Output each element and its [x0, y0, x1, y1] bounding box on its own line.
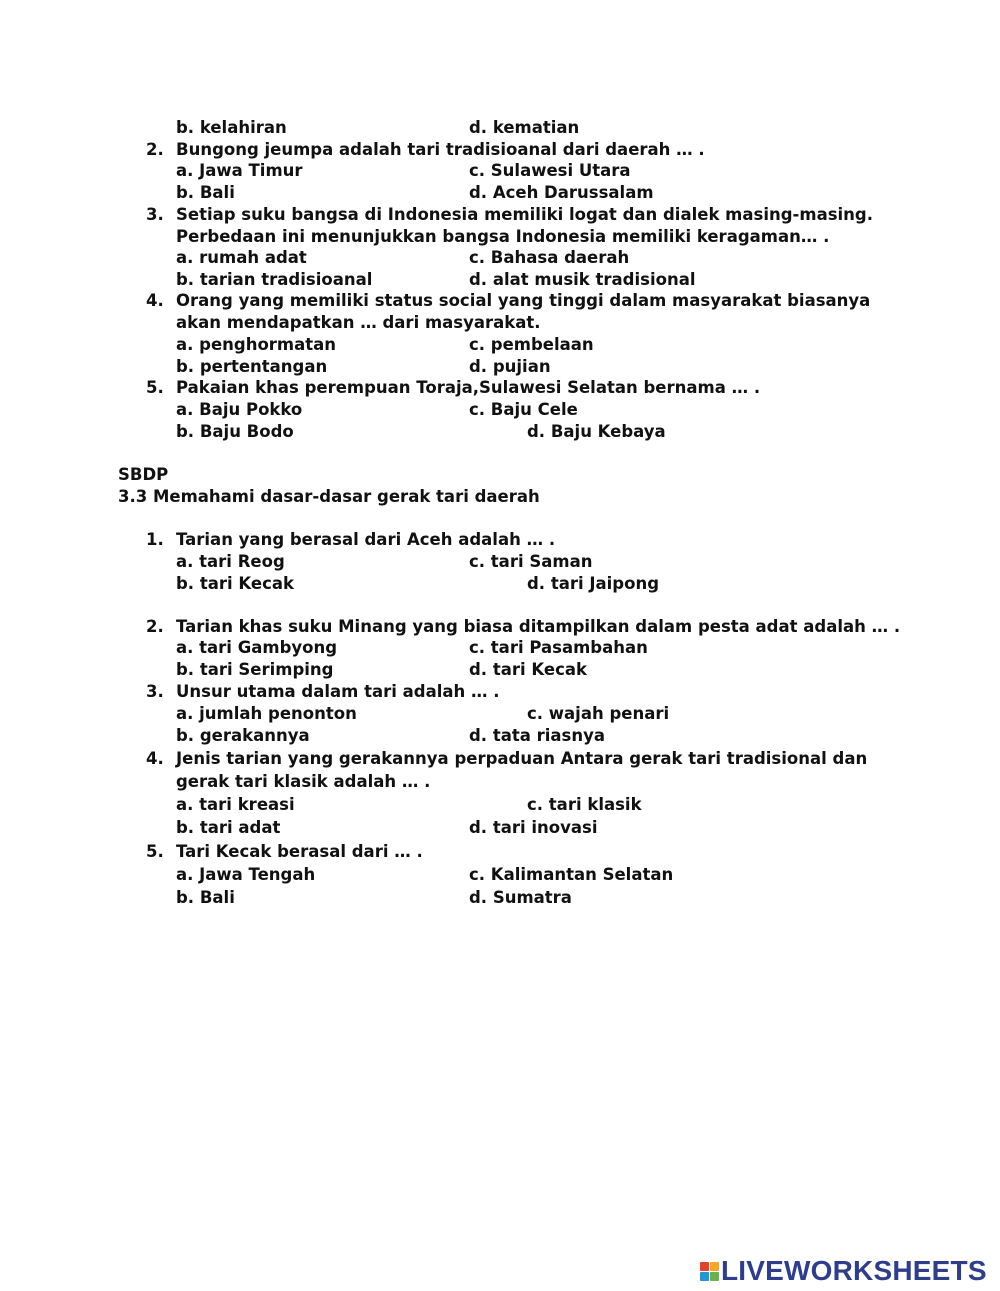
s2-q5-option-b: b. Bali — [176, 888, 235, 907]
s1-q3-text-line1: Setiap suku bangsa di Indonesia memiliki logat dan dialek masing-masing. — [176, 205, 874, 224]
s1-q3-text-line2: Perbedaan ini menunjukkan bangsa Indonesia memiliki keragaman… . — [176, 227, 830, 246]
s2-q2-number: 2. — [146, 617, 164, 636]
s2-q2-option-a: a. tari Gambyong — [176, 638, 338, 657]
s1-q3-option-d: d. alat musik tradisional — [469, 270, 696, 289]
logo-block-4 — [710, 1272, 719, 1281]
s2-q2-option-b: b. tari Serimping — [176, 660, 334, 679]
s1-q3-number: 3. — [146, 205, 164, 224]
s2-q4-text-line1: Jenis tarian yang gerakannya perpaduan Antara gerak tari tradisional dan — [176, 749, 868, 768]
section-subheading: 3.3 Memahami dasar-dasar gerak tari daerah — [118, 487, 540, 506]
s2-q5-text: Tari Kecak berasal dari … . — [176, 842, 423, 861]
s2-q4-option-b: b. tari adat — [176, 818, 281, 837]
s2-q3-option-b: b. gerakannya — [176, 726, 310, 745]
s1-q5-number: 5. — [146, 378, 164, 397]
s2-q1-option-a: a. tari Reog — [176, 552, 285, 571]
s2-q3-option-d: d. tata riasnya — [469, 726, 605, 745]
s1-q5-option-a: a. Baju Pokko — [176, 400, 303, 419]
s1-q3-option-a: a. rumah adat — [176, 248, 307, 267]
s1-q3-option-b: b. tarian tradisioanal — [176, 270, 373, 289]
s1-q1-option-d: d. kematian — [469, 118, 580, 137]
s2-q4-option-c: c. tari klasik — [527, 795, 642, 814]
logo-block-3 — [700, 1272, 709, 1281]
s1-q4-text-line2: akan mendapatkan … dari masyarakat. — [176, 313, 541, 332]
s1-q2-number: 2. — [146, 140, 164, 159]
s2-q3-number: 3. — [146, 682, 164, 701]
logo-blocks-icon — [700, 1262, 719, 1281]
s1-q4-option-c: c. pembelaan — [469, 335, 594, 354]
s2-q5-option-d: d. Sumatra — [469, 888, 572, 907]
s2-q1-option-d: d. tari Jaipong — [527, 574, 660, 593]
s2-q1-number: 1. — [146, 530, 164, 549]
s2-q3-option-a: a. jumlah penonton — [176, 704, 357, 723]
s1-q3-option-c: c. Bahasa daerah — [469, 248, 630, 267]
s1-q4-option-d: d. pujian — [469, 357, 551, 376]
s2-q2-text: Tarian khas suku Minang yang biasa ditampilkan dalam pesta adat adalah … . — [176, 617, 901, 636]
s2-q3-text: Unsur utama dalam tari adalah … . — [176, 682, 500, 701]
s1-q5-text: Pakaian khas perempuan Toraja,Sulawesi Selatan bernama … . — [176, 378, 761, 397]
s2-q4-option-d: d. tari inovasi — [469, 818, 598, 837]
s1-q2-option-d: d. Aceh Darussalam — [469, 183, 654, 202]
s1-q4-option-b: b. pertentangan — [176, 357, 328, 376]
s2-q3-option-c: c. wajah penari — [527, 704, 670, 723]
s1-q4-text-line1: Orang yang memiliki status social yang tinggi dalam masyarakat biasanya — [176, 291, 871, 310]
s2-q5-option-c: c. Kalimantan Selatan — [469, 865, 674, 884]
s1-q5-option-d: d. Baju Kebaya — [527, 422, 666, 441]
s1-q4-option-a: a. penghormatan — [176, 335, 337, 354]
s1-q5-option-b: b. Baju Bodo — [176, 422, 294, 441]
s2-q5-option-a: a. Jawa Tengah — [176, 865, 316, 884]
logo-text: LIVEWORKSHEETS — [721, 1255, 987, 1286]
s1-q2-text: Bungong jeumpa adalah tari tradisioanal dari daerah … . — [176, 140, 705, 159]
s2-q4-option-a: a. tari kreasi — [176, 795, 295, 814]
s2-q2-option-c: c. tari Pasambahan — [469, 638, 648, 657]
logo-block-2 — [710, 1262, 719, 1271]
section-heading: SBDP — [118, 465, 169, 484]
s1-q1-option-b: b. kelahiran — [176, 118, 287, 137]
s2-q2-option-d: d. tari Kecak — [469, 660, 587, 679]
s1-q4-number: 4. — [146, 291, 164, 310]
logo-block-1 — [700, 1262, 709, 1271]
s2-q1-option-b: b. tari Kecak — [176, 574, 294, 593]
s1-q2-option-b: b. Bali — [176, 183, 235, 202]
s2-q1-text: Tarian yang berasal dari Aceh adalah … . — [176, 530, 556, 549]
s1-q2-option-c: c. Sulawesi Utara — [469, 161, 631, 180]
s2-q4-text-line2: gerak tari klasik adalah … . — [176, 772, 431, 791]
s2-q5-number: 5. — [146, 842, 164, 861]
liveworksheets-logo — [700, 1256, 987, 1286]
s1-q5-option-c: c. Baju Cele — [469, 400, 578, 419]
s2-q1-option-c: c. tari Saman — [469, 552, 593, 571]
s1-q2-option-a: a. Jawa Timur — [176, 161, 303, 180]
s2-q4-number: 4. — [146, 749, 164, 768]
